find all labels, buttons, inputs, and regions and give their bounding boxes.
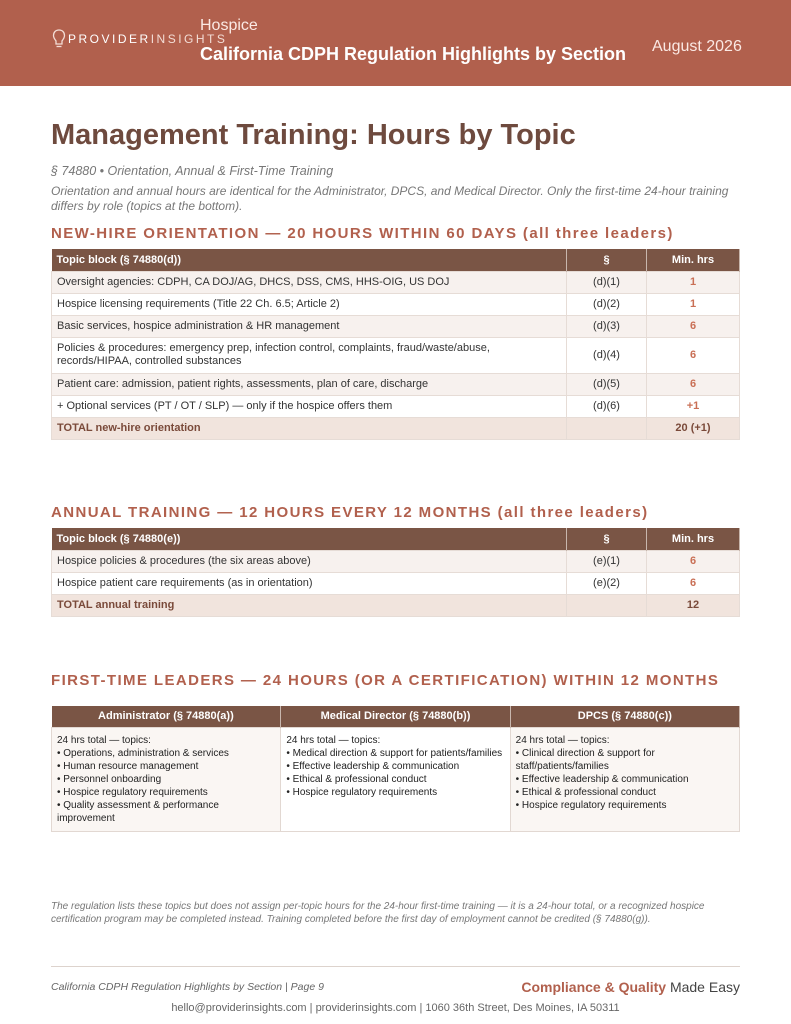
footnote: The regulation lists these topics but does not assign per-topic hours for the 24-hour first-time training — it is a 24-hour total, or a recognized hospice certification program may be completed instead. Training completed before the first day of employment cannot be credited (§ 74880(g)). — [51, 901, 705, 925]
section-cell: (d)(3) — [567, 315, 647, 337]
page-title: Management Training: Hours by Topic — [51, 119, 576, 151]
table-header-row — [52, 528, 740, 550]
table-row — [52, 337, 740, 373]
column-header-hours: Min. hrs — [647, 249, 740, 271]
header-date: August 2026 — [652, 38, 742, 55]
total-label: TOTAL new-hire orientation — [52, 417, 567, 439]
total-row — [52, 417, 740, 439]
column-header-topic: Topic block (§ 74880(e)) — [52, 528, 567, 550]
hours-cell: 1 — [647, 271, 740, 293]
hours-cell: 6 — [647, 315, 740, 337]
list-item: • Medical direction & support for patients/families — [286, 747, 503, 759]
hours-cell: 6 — [647, 337, 740, 373]
section-cell: (d)(6) — [567, 395, 647, 417]
column-header-medical-director: Medical Director (§ 74880(b)) — [281, 706, 510, 727]
orientation-heading: NEW-HIRE ORIENTATION — 20 HOURS WITHIN 60 DAYS (all three leaders) — [51, 225, 674, 242]
section-cell: (e)(2) — [567, 572, 647, 594]
medical-director-topics-cell — [281, 727, 510, 831]
section-cell: (d)(4) — [567, 337, 647, 373]
table-row — [52, 395, 740, 417]
topic-cell: Policies & procedures: emergency prep, infection control, complaints, fraud/waste/abuse, records/HIPAA, controlled substances — [52, 337, 567, 373]
list-item: • Hospice regulatory requirements — [515, 799, 667, 811]
list-item: • Hospice regulatory requirements — [286, 786, 438, 798]
column-header-hours: Min. hrs — [647, 528, 740, 550]
table-row — [52, 293, 740, 315]
tagline-bold: Compliance & Quality — [521, 979, 667, 995]
table-row — [52, 550, 740, 572]
list-item: • Operations, administration & services — [57, 747, 229, 759]
list-item: • Hospice regulatory requirements — [57, 786, 208, 798]
topic-cell: Hospice policies & procedures (the six areas above) — [52, 550, 567, 572]
list-item: • Effective leadership & communication — [515, 773, 689, 785]
table-row — [52, 572, 740, 594]
list-item: • Ethical & professional conduct — [286, 773, 427, 785]
topic-cell: Patient care: admission, patient rights, assessments, plan of care, discharge — [52, 373, 567, 395]
page-subtitle: § 74880 • Orientation, Annual & First-Time Training — [51, 164, 334, 178]
logo-text-provider: PROVIDER — [68, 32, 151, 46]
hours-cell: 1 — [647, 293, 740, 315]
list-item: • Clinical direction & support for staff/patients/families — [515, 747, 655, 772]
list-item: • Quality assessment & performance improvement — [57, 799, 219, 824]
logo-text-insights: INSIGHTS — [150, 32, 228, 46]
list-item: • Effective leadership & communication — [286, 760, 460, 772]
footer-contact: hello@providerinsights.com | providerinsights.com | 1060 36th Street, Des Moines, IA 50311 — [171, 1002, 620, 1014]
total-hours: 20 (+1) — [647, 417, 740, 439]
hours-cell: 6 — [647, 572, 740, 594]
section-cell: (d)(2) — [567, 293, 647, 315]
topics-intro: 24 hrs total — topics: — [286, 734, 381, 746]
table-row — [52, 315, 740, 337]
annual-heading: ANNUAL TRAINING — 12 HOURS EVERY 12 MONTHS (all three leaders) — [51, 504, 649, 521]
section-cell — [567, 594, 647, 616]
topic-cell: Hospice licensing requirements (Title 22 Ch. 6.5; Article 2) — [52, 293, 567, 315]
topic-cell: + Optional services (PT / OT / SLP) — only if the hospice offers them — [52, 395, 567, 417]
administrator-topics-cell — [52, 727, 281, 831]
table-header-row — [52, 706, 740, 727]
first-time-table — [51, 706, 740, 832]
table-row — [52, 727, 740, 831]
lightbulb-icon — [52, 28, 66, 50]
topics-intro: 24 hrs total — topics: — [57, 734, 151, 746]
section-cell — [567, 417, 647, 439]
total-label: TOTAL annual training — [52, 594, 567, 616]
footer-tagline — [521, 979, 740, 995]
dpcs-topics-cell — [510, 727, 739, 831]
footer-divider — [51, 966, 740, 967]
table-row — [52, 373, 740, 395]
section-cell: (d)(5) — [567, 373, 647, 395]
first-time-heading: FIRST-TIME LEADERS — 24 HOURS (OR A CERTIFICATION) WITHIN 12 MONTHS — [51, 672, 720, 689]
tagline-rest: Made Easy — [666, 979, 740, 995]
table-row — [52, 271, 740, 293]
section-cell: (e)(1) — [567, 550, 647, 572]
total-hours: 12 — [647, 594, 740, 616]
topic-cell: Basic services, hospice administration & HR management — [52, 315, 567, 337]
list-item: • Personnel onboarding — [57, 773, 162, 785]
page-intro: Orientation and annual hours are identical for the Administrator, DPCS, and Medical Director. Only the first-time 24-hour training differs by role (topics at the bottom). — [51, 184, 729, 213]
orientation-table — [51, 249, 740, 440]
table-header-row — [52, 249, 740, 271]
column-header-section: § — [567, 249, 647, 271]
column-header-administrator: Administrator (§ 74880(a)) — [52, 706, 281, 727]
topics-intro: 24 hrs total — topics: — [515, 734, 610, 746]
header-title: California CDPH Regulation Highlights by Section — [200, 44, 627, 64]
total-row — [52, 594, 740, 616]
list-item: • Ethical & professional conduct — [515, 786, 656, 798]
hours-cell: 6 — [647, 550, 740, 572]
topic-cell: Hospice patient care requirements (as in orientation) — [52, 572, 567, 594]
hours-cell: 6 — [647, 373, 740, 395]
annual-table — [51, 528, 740, 617]
column-header-dpcs: DPCS (§ 74880(c)) — [510, 706, 739, 727]
header-kicker: Hospice — [200, 17, 258, 34]
footer-page-info: California CDPH Regulation Highlights by Section | Page 9 — [51, 981, 324, 993]
page-header — [0, 0, 791, 86]
topic-cell: Oversight agencies: CDPH, CA DOJ/AG, DHCS, DSS, CMS, HHS-OIG, US DOJ — [52, 271, 567, 293]
hours-cell: +1 — [647, 395, 740, 417]
list-item: • Human resource management — [57, 760, 199, 772]
column-header-section: § — [567, 528, 647, 550]
section-cell: (d)(1) — [567, 271, 647, 293]
column-header-topic: Topic block (§ 74880(d)) — [52, 249, 567, 271]
